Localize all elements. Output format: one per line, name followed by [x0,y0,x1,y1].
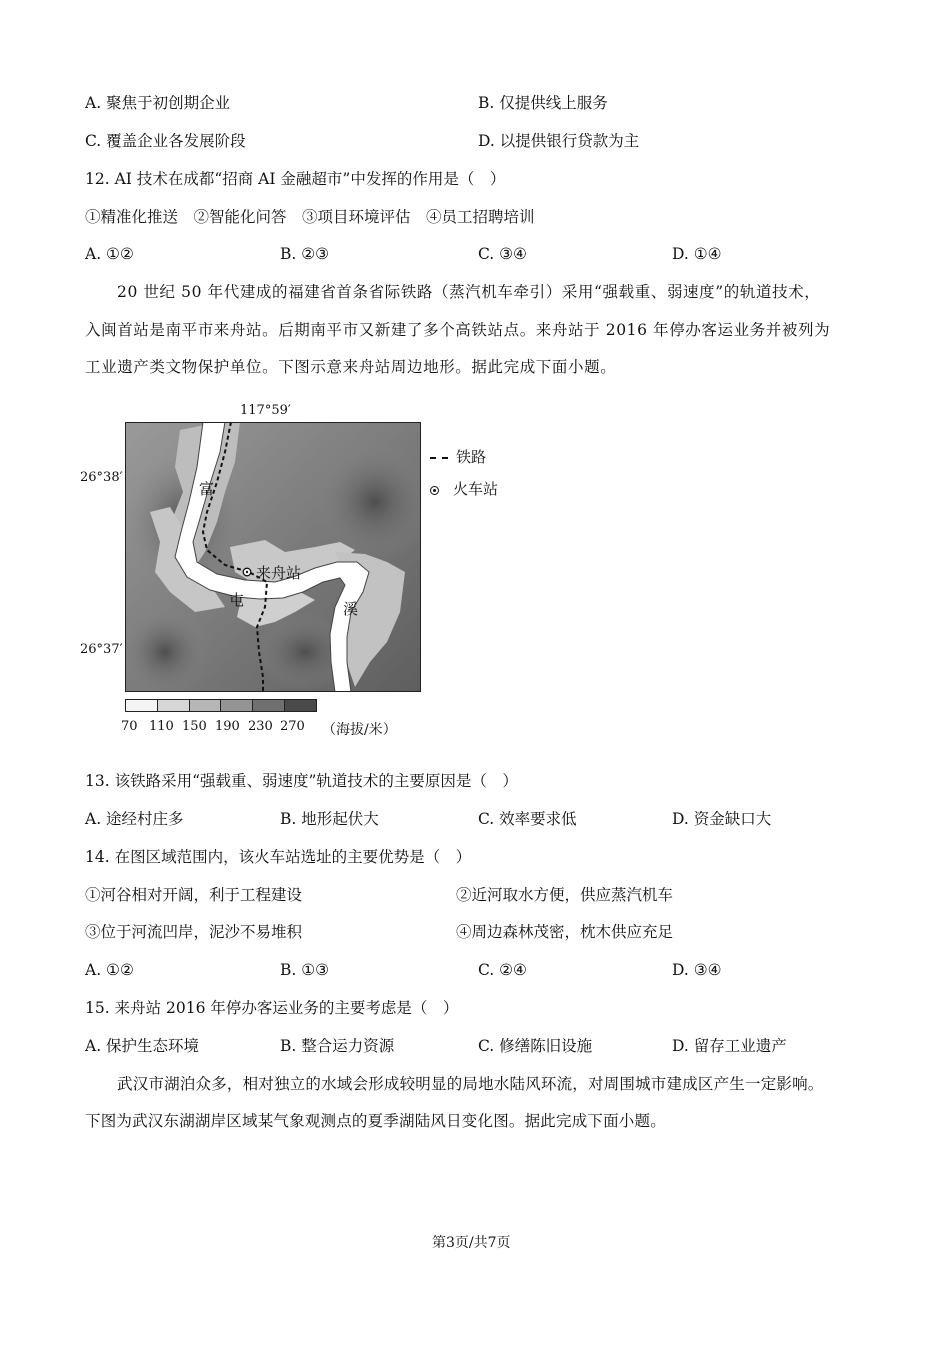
passage1-line3: 工业遗产类文物保护单位。下图示意来舟站周边地形。据此完成下面小题。 [85,358,617,376]
passage2-line1: 武汉市湖泊众多，相对独立的水域会形成较明显的局地水陆风环流，对周围城市建成区产生一定影响。 [117,1075,824,1093]
q12-option-b: B. ②③ [280,245,330,263]
passage2-line2: 下图为武汉东湖湖岸区域某气象观测点的夏季湖陆风日变化图。据此完成下面小题。 [85,1112,666,1130]
q14-item-1: ①河谷相对开阔，利于工程建设 [85,886,303,904]
elevation-unit: （海拔/米） [322,722,397,738]
elevation-value-110: 110 [149,719,174,734]
elevation-value-70: 70 [121,719,138,734]
legend-station: 火车站 [430,478,498,499]
map-latitude-bottom-label: 26°37′ [80,642,123,657]
q14-option-a: A. ①② [85,961,134,979]
passage1-line1: 20 世纪 50 年代建成的福建省首条省际铁路（蒸汽机车牵引）采用“强载重、弱速度”的轨道技术， [117,283,821,301]
river-char-xi: 溪 [343,600,359,618]
elevation-scale-bar [125,699,317,712]
q11-option-c: C. 覆盖企业各发展阶段 [85,132,246,150]
q13-option-c: C. 效率要求低 [478,810,577,828]
q13-option-a: A. 途经村庄多 [85,810,184,828]
q13-option-b: B. 地形起伏大 [280,810,379,828]
map-longitude-label: 117°59′ [240,403,291,418]
q14-item-4: ④周边森林茂密，枕木供应充足 [456,923,674,941]
elevation-value-230: 230 [248,719,273,734]
elevation-swatch-3 [190,700,222,711]
elevation-swatch-5 [253,700,285,711]
terrain-map [125,422,421,692]
q14-item-2: ②近河取水方便，供应蒸汽机车 [456,886,674,904]
q13-stem: 13. 该铁路采用“强载重、弱速度”轨道技术的主要原因是（ ） [85,772,518,790]
q12-stem: 12. AI 技术在成都“招商 AI 金融超市”中发挥的作用是（ ） [85,170,506,188]
q15-option-c: C. 修缮陈旧设施 [478,1037,593,1055]
elevation-swatch-6 [285,700,316,711]
q12-option-a: A. ①② [85,245,134,263]
page-number: 第3页/共7页 [432,1235,511,1251]
elevation-value-150: 150 [182,719,207,734]
passage1-line2: 入闽首站是南平市来舟站。后期南平市又新建了多个高铁站点。来舟站于 2016 年停办客运业务并被列为 [85,321,831,339]
legend-railway: 铁路 [430,446,486,467]
q14-stem: 14. 在图区域范围内，该火车站选址的主要优势是（ ） [85,848,472,866]
river-char-tun: 屯 [229,591,245,609]
elevation-value-190: 190 [215,719,240,734]
river-char-fu: 富 [199,480,215,498]
q11-option-b: B. 仅提供线上服务 [478,94,608,112]
map-latitude-top-label: 26°38′ [80,470,123,485]
q11-option-a: A. 聚焦于初创期企业 [85,94,231,112]
q15-option-d: D. 留存工业遗产 [672,1037,787,1055]
q14-option-c: C. ②④ [478,961,527,979]
q12-option-c: C. ③④ [478,245,527,263]
q15-stem: 15. 来舟站 2016 年停办客运业务的主要考虑是（ ） [85,999,459,1017]
railway-legend-symbol [430,457,448,459]
q11-option-d: D. 以提供银行贷款为主 [478,132,640,150]
q12-items: ①精准化推送 ②智能化问答 ③项目环境评估 ④员工招聘培训 [85,208,535,226]
station-label: 来舟站 [256,564,302,582]
q13-option-d: D. 资金缺口大 [672,810,772,828]
q15-option-a: A. 保护生态环境 [85,1037,200,1055]
station-legend-symbol [430,486,439,495]
q14-option-b: B. ①③ [280,961,330,979]
elevation-swatch-1 [126,700,158,711]
q12-option-d: D. ①④ [672,245,722,263]
q14-item-3: ③位于河流凹岸，泥沙不易堆积 [85,923,303,941]
elevation-swatch-2 [158,700,190,711]
q15-option-b: B. 整合运力资源 [280,1037,395,1055]
q14-option-d: D. ③④ [672,961,722,979]
elevation-swatch-4 [221,700,253,711]
elevation-value-270: 270 [280,719,305,734]
